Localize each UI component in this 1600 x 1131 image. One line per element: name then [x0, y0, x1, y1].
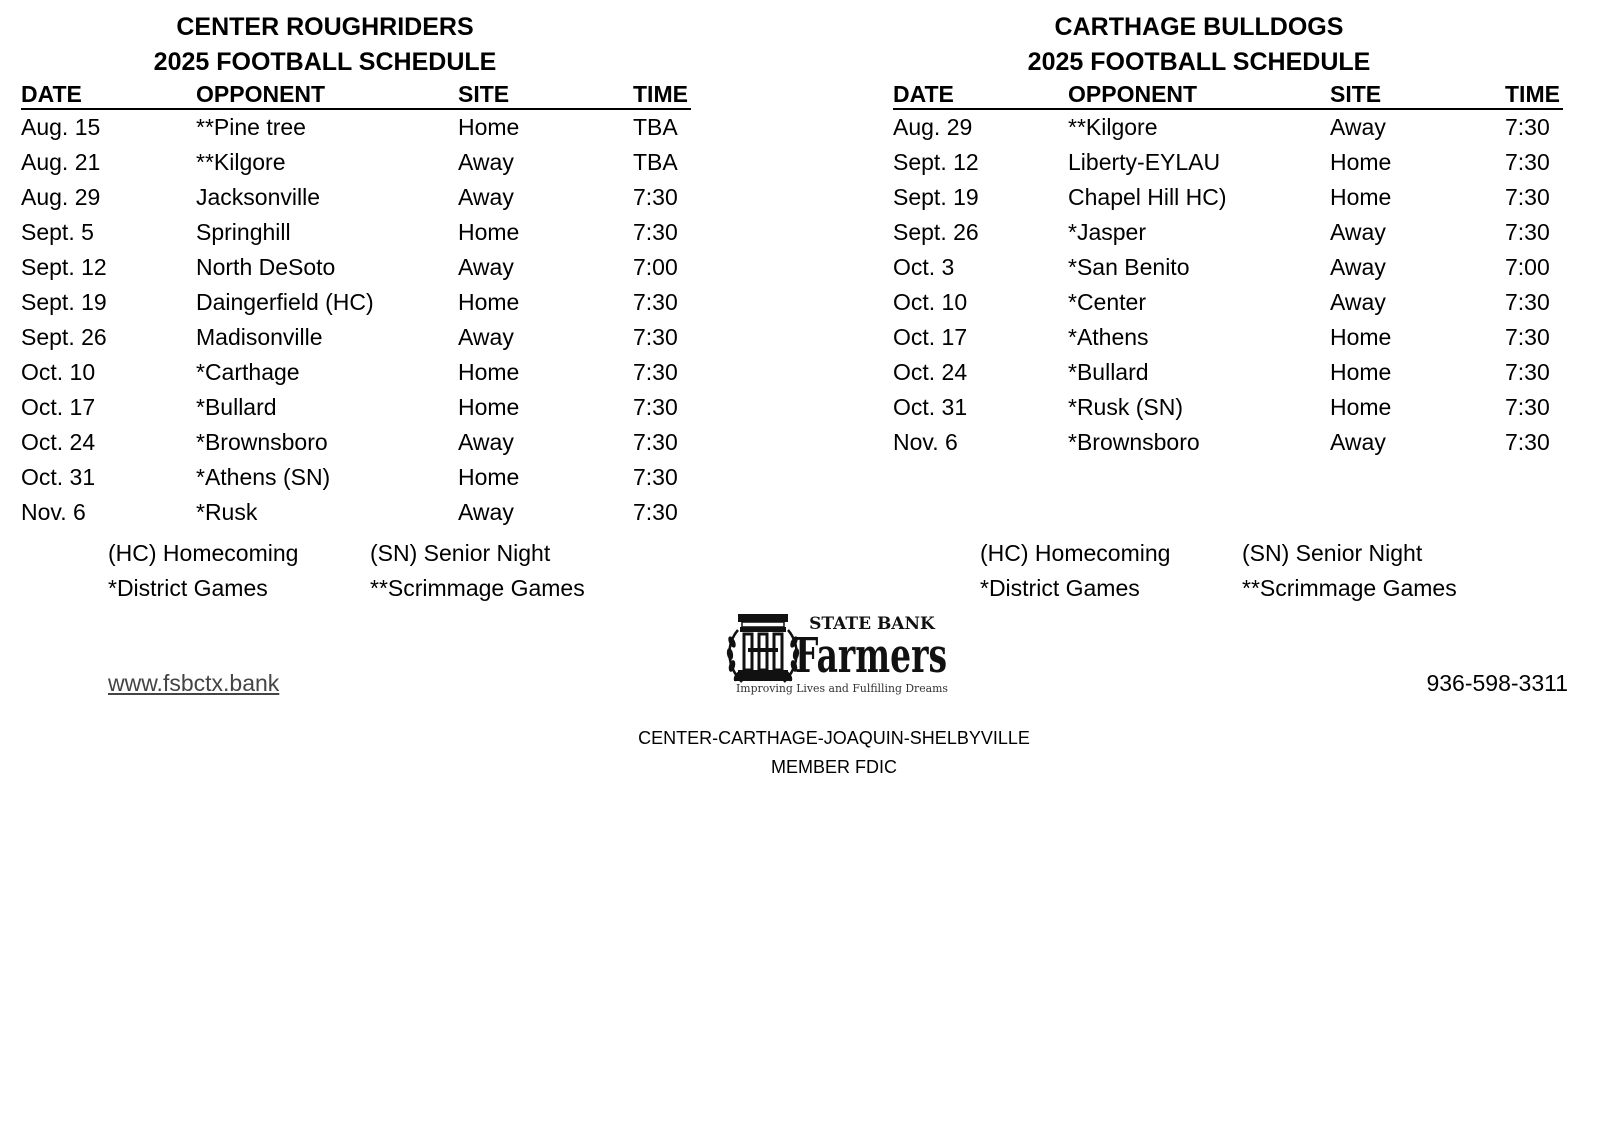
schedule-subtitle: 2025 FOOTBALL SCHEDULE	[153, 48, 497, 76]
game-time: 7:30	[1505, 324, 1550, 350]
game-time: 7:30	[1505, 149, 1550, 175]
table-row	[21, 460, 691, 495]
game-opponent: *Bullard	[1068, 359, 1149, 385]
game-time: 7:30	[1505, 114, 1550, 140]
date-header: DATE	[21, 80, 196, 109]
schedule-body	[21, 109, 691, 530]
table-row	[21, 320, 691, 355]
schedule-title: CARTHAGE BULLDOGS	[1054, 13, 1344, 41]
table-row	[893, 425, 1563, 460]
game-date: Oct. 17	[893, 324, 968, 350]
table-row	[21, 495, 691, 530]
game-time: 7:30	[633, 219, 678, 245]
senior-night-note: (SN) Senior Night	[370, 540, 551, 566]
table-row	[21, 215, 691, 250]
game-site: Away	[1330, 429, 1386, 455]
carthage-schedule	[893, 10, 1583, 460]
game-site: Away	[458, 254, 514, 280]
game-site: Away	[458, 499, 514, 525]
game-time: 7:30	[1505, 184, 1550, 210]
game-time: 7:30	[1505, 359, 1550, 385]
game-time: 7:30	[633, 359, 678, 385]
game-opponent: **Pine tree	[196, 114, 306, 140]
game-time: 7:30	[633, 394, 678, 420]
game-date: Sept. 19	[893, 184, 979, 210]
game-opponent: Jacksonville	[196, 184, 320, 210]
game-opponent: Daingerfield (HC)	[196, 289, 374, 315]
game-time: 7:30	[633, 184, 678, 210]
game-time: TBA	[633, 149, 678, 175]
game-date: Oct. 24	[893, 359, 968, 385]
game-opponent: Chapel Hill HC)	[1068, 184, 1227, 210]
carthage-legend	[980, 536, 1457, 606]
game-date: Oct. 3	[893, 254, 955, 280]
game-time: 7:30	[633, 289, 678, 315]
center-legend	[108, 536, 585, 606]
game-date: Oct. 31	[21, 464, 96, 490]
branch-list	[0, 724, 1600, 782]
farmers-state-bank-logo	[724, 608, 956, 696]
game-date: Oct. 24	[21, 429, 96, 455]
game-opponent: *Bullard	[196, 394, 277, 420]
center-schedule	[21, 10, 711, 530]
game-date: Aug. 15	[21, 114, 101, 140]
game-site: Home	[458, 464, 520, 490]
game-date: Sept. 12	[893, 149, 979, 175]
table-row	[21, 250, 691, 285]
phone-number: 936-598-3311	[1426, 670, 1568, 696]
game-site: Home	[1330, 359, 1392, 385]
schedule-body	[893, 109, 1563, 460]
game-time: 7:30	[633, 429, 678, 455]
game-opponent: *Rusk	[196, 499, 258, 525]
senior-night-note: (SN) Senior Night	[1242, 540, 1423, 566]
game-opponent: **Kilgore	[1068, 114, 1158, 140]
game-date: Sept. 19	[21, 289, 107, 315]
game-opponent: Liberty-EYLAU	[1068, 149, 1221, 175]
table-row	[893, 180, 1563, 215]
schedule-subtitle: 2025 FOOTBALL SCHEDULE	[1027, 48, 1371, 76]
game-opponent: *Brownsboro	[1068, 429, 1200, 455]
table-row	[893, 215, 1563, 250]
game-time: 7:30	[633, 464, 678, 490]
game-opponent: Madisonville	[196, 324, 323, 350]
table-row	[21, 425, 691, 460]
game-date: Sept. 12	[21, 254, 107, 280]
game-site: Home	[458, 114, 520, 140]
game-site: Home	[1330, 184, 1392, 210]
table-row	[893, 145, 1563, 180]
logo-text-top: STATE BANK	[809, 614, 935, 634]
game-opponent: *Jasper	[1068, 219, 1146, 245]
game-opponent: Springhill	[196, 219, 291, 245]
game-site: Away	[1330, 114, 1386, 140]
game-site: Away	[458, 324, 514, 350]
logo-text-main: Farmers	[795, 628, 947, 684]
game-date: Aug. 29	[21, 184, 101, 210]
game-site: Home	[1330, 149, 1392, 175]
district-games-note: *District Games	[980, 575, 1140, 601]
game-site: Away	[458, 149, 514, 175]
time-header: TIME	[633, 80, 691, 109]
time-header: TIME	[1505, 80, 1563, 109]
game-date: Sept. 5	[21, 219, 94, 245]
table-row	[21, 355, 691, 390]
member-fdic: MEMBER FDIC	[771, 757, 897, 777]
schedule-table	[893, 80, 1563, 460]
table-row	[21, 109, 691, 145]
game-time: 7:30	[1505, 219, 1550, 245]
game-date: Oct. 10	[893, 289, 968, 315]
table-row	[893, 250, 1563, 285]
game-site: Home	[458, 394, 520, 420]
table-row	[893, 285, 1563, 320]
game-date: Oct. 10	[21, 359, 96, 385]
game-time: 7:00	[1505, 254, 1550, 280]
table-row	[893, 109, 1563, 145]
game-date: Sept. 26	[893, 219, 979, 245]
game-time: 7:30	[633, 324, 678, 350]
scrimmage-games-note: **Scrimmage Games	[370, 575, 585, 601]
table-row	[21, 180, 691, 215]
game-date: Aug. 29	[893, 114, 973, 140]
table-row	[893, 355, 1563, 390]
date-header: DATE	[893, 80, 1068, 109]
scrimmage-games-note: **Scrimmage Games	[1242, 575, 1457, 601]
table-row	[21, 285, 691, 320]
homecoming-note: (HC) Homecoming	[980, 540, 1171, 566]
header-row	[893, 80, 1563, 109]
game-time: 7:30	[633, 499, 678, 525]
game-site: Home	[458, 289, 520, 315]
game-opponent: *Rusk (SN)	[1068, 394, 1184, 420]
game-site: Away	[1330, 289, 1386, 315]
website-link[interactable]: www.fsbctx.bank	[108, 670, 280, 696]
game-site: Home	[1330, 324, 1392, 350]
game-opponent: *Athens (SN)	[196, 464, 331, 490]
game-opponent: *Center	[1068, 289, 1146, 315]
game-time: 7:30	[1505, 289, 1550, 315]
game-opponent: North DeSoto	[196, 254, 336, 280]
opponent-header: OPPONENT	[1068, 80, 1330, 109]
game-date: Sept. 26	[21, 324, 107, 350]
game-site: Away	[1330, 254, 1386, 280]
game-opponent: *Carthage	[196, 359, 300, 385]
game-date: Oct. 17	[21, 394, 96, 420]
site-header: SITE	[458, 80, 633, 109]
game-date: Oct. 31	[893, 394, 968, 420]
homecoming-note: (HC) Homecoming	[108, 540, 299, 566]
game-time: TBA	[633, 114, 678, 140]
game-site: Home	[458, 359, 520, 385]
table-row	[21, 145, 691, 180]
game-opponent: *Athens	[1068, 324, 1149, 350]
logo-tagline: Improving Lives and Fulfilling Dreams	[736, 682, 949, 695]
game-site: Away	[458, 184, 514, 210]
game-site: Home	[458, 219, 520, 245]
schedule-title: CENTER ROUGHRIDERS	[176, 13, 474, 41]
game-date: Aug. 21	[21, 149, 101, 175]
opponent-header: OPPONENT	[196, 80, 458, 109]
game-site: Home	[1330, 394, 1392, 420]
game-opponent: *San Benito	[1068, 254, 1190, 280]
branch-locations: CENTER-CARTHAGE-JOAQUIN-SHELBYVILLE	[638, 728, 1030, 748]
game-date: Nov. 6	[21, 499, 86, 525]
table-row	[893, 320, 1563, 355]
game-time: 7:30	[1505, 394, 1550, 420]
header-row	[21, 80, 691, 109]
table-row	[893, 390, 1563, 425]
game-site: Away	[1330, 219, 1386, 245]
district-games-note: *District Games	[108, 575, 268, 601]
game-date: Nov. 6	[893, 429, 958, 455]
game-time: 7:00	[633, 254, 678, 280]
game-time: 7:30	[1505, 429, 1550, 455]
game-opponent: **Kilgore	[196, 149, 286, 175]
game-site: Away	[458, 429, 514, 455]
table-row	[21, 390, 691, 425]
game-opponent: *Brownsboro	[196, 429, 328, 455]
site-header: SITE	[1330, 80, 1505, 109]
schedule-table	[21, 80, 691, 530]
